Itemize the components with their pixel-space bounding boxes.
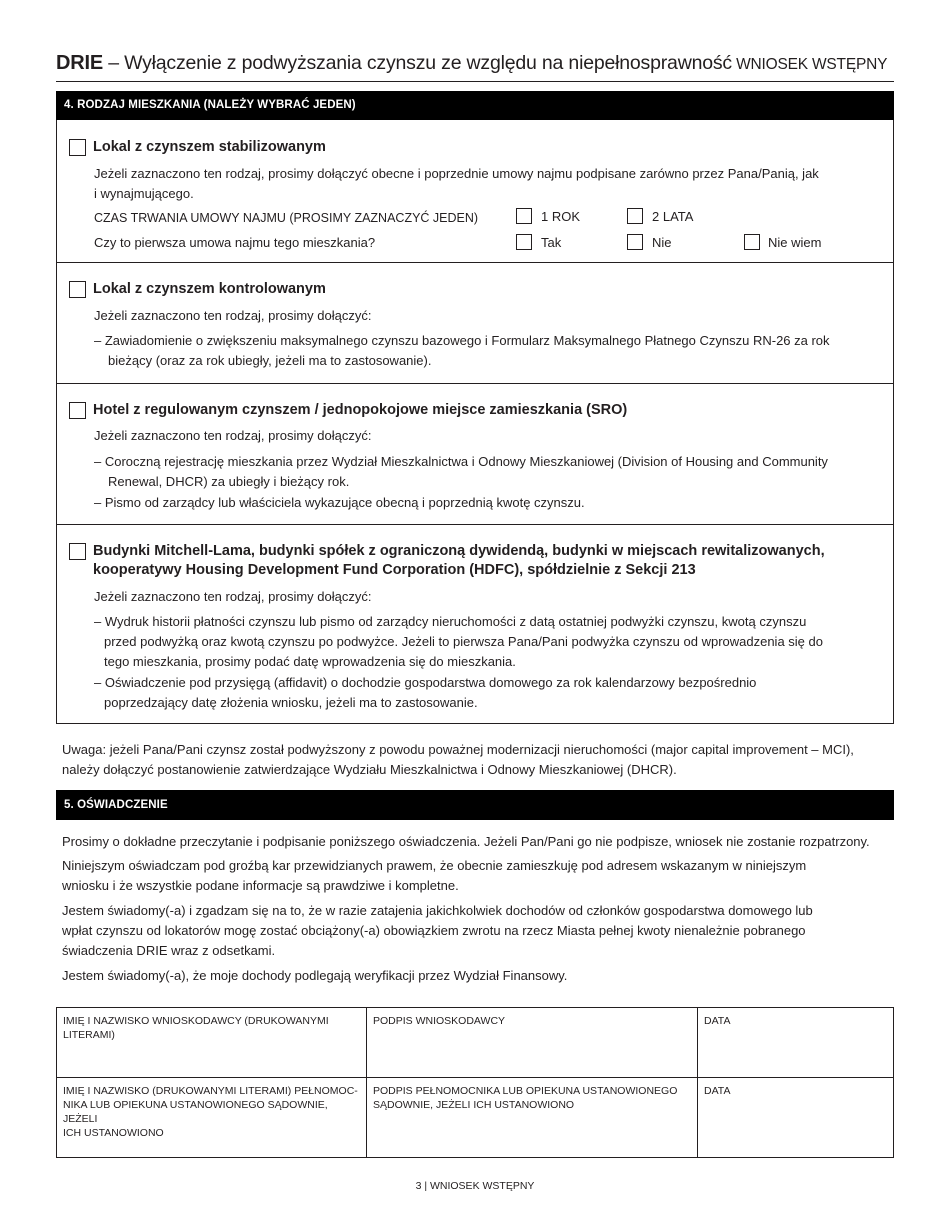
rent-controlled-intro: Jeżeli zaznaczono ten rodzaj, prosimy dołączyć: <box>94 308 372 323</box>
declaration-verification: Jestem świadomy(-a), że moje dochody podlegają weryfikacji przez Wydział Finansowy. <box>62 968 568 983</box>
section-4-heading: 4. RODZAJ MIESZKANIA (NALEŻY WYBRAĆ JEDEN) <box>56 91 894 120</box>
declaration-statement-line1: Niniejszym oświadczam pod groźbą kar przewidzianych prawem, że obecnie zamieszkuję pod adresem wskazanym w niniejszym <box>62 858 807 873</box>
lease-1-year-label: 1 ROK <box>541 209 581 224</box>
form-title <box>56 52 894 75</box>
mitchell-lama-item1-line2: przed podwyżką oraz kwotą czynszu po podwyżce. Jeżeli to pierwsza Pana/Pani podwyżka czynszu od wprowadzenia się do <box>104 634 823 649</box>
mitchell-lama-item2-line1: – Oświadczenie pod przysięgą (affidavit) o dochodzie gospodarstwa domowego za rok kalendarzowy bezpośrednio <box>94 675 757 690</box>
option-hotel-sro <box>57 384 893 524</box>
proxy-signature-label-line1: PODPIS PEŁNOMOCNIKA LUB OPIEKUNA USTANOWIONEGO <box>373 1085 678 1097</box>
section-5-heading: 5. OŚWIADCZENIE <box>56 790 894 820</box>
page-footer: 3 | WNIOSEK WSTĘPNY <box>415 1180 535 1192</box>
hotel-sro-item-2: – Pismo od zarządcy lub właściciela wykazujące obecną i poprzednią kwotę czynszu. <box>94 495 585 510</box>
mitchell-lama-item-1 <box>94 612 889 672</box>
rent-stabilized-description <box>94 164 884 204</box>
lease-term-label: CZAS TRWANIA UMOWY NAJMU (PROSIMY ZAZNACZYĆ JEDEN) <box>94 211 479 225</box>
rent-controlled-item <box>94 331 889 371</box>
mitchell-lama-option[interactable] <box>69 542 899 580</box>
option-rent-controlled <box>57 263 893 383</box>
mci-note <box>62 740 897 780</box>
rent-stabilized-desc-line1: Jeżeli zaznaczono ten rodzaj, prosimy dołączyć obecne i poprzednie umowy najmu podpisane zarówno przez Pana/Panią, jak <box>94 166 819 181</box>
proxy-name-label-line3: ICH USTANOWIONO <box>63 1127 164 1139</box>
applicant-date-field[interactable] <box>698 1008 893 1077</box>
proxy-name-label-line2: NIKA LUB OPIEKUNA USTANOWIONEGO SĄDOWNIE, JEŻELI <box>63 1099 328 1125</box>
mitchell-lama-item1-line3: tego mieszkania, prosimy podać datę wprowadzenia się do mieszkania. <box>104 654 516 669</box>
applicant-name-label: IMIĘ I NAZWISKO WNIOSKODAWCY (DRUKOWANYMI LITERAMI) <box>63 1015 329 1041</box>
hotel-sro-checkbox[interactable] <box>69 402 86 419</box>
first-lease-yes[interactable] <box>516 234 561 252</box>
first-lease-yes-checkbox[interactable] <box>516 234 532 250</box>
first-lease-question: Czy to pierwsza umowa najmu tego mieszkania? <box>94 235 376 250</box>
rent-stabilized-checkbox[interactable] <box>69 139 86 156</box>
applicant-signature-field[interactable] <box>367 1008 697 1077</box>
first-lease-no[interactable] <box>627 234 672 252</box>
rent-controlled-item-line2: bieżący (oraz za rok ubiegły, jeżeli ma to zastosowanie). <box>108 353 432 368</box>
option-rent-stabilized <box>57 120 893 262</box>
proxy-name-field[interactable] <box>57 1078 366 1157</box>
signature-table <box>56 1007 894 1158</box>
section-4-housing-type <box>56 120 894 724</box>
applicant-signature-label: PODPIS WNIOSKODAWCY <box>373 1015 506 1027</box>
applicant-name-field[interactable] <box>57 1008 366 1077</box>
option-mitchell-lama <box>57 525 893 723</box>
rent-controlled-item-line1: – Zawiadomienie o zwiększeniu maksymalnego czynszu bazowego i Formularz Maksymalnego Płatnego Czynszu RN-26 za rok <box>94 333 830 348</box>
mitchell-lama-item1-line1: – Wydruk historii płatności czynszu lub pismo od zarządcy nieruchomości z datą ostatniej podwyżki czynszu, kwotą czynszu <box>94 614 807 629</box>
lease-2-years-label: 2 LATA <box>652 209 694 224</box>
first-lease-dont-know-checkbox[interactable] <box>744 234 760 250</box>
declaration-statement <box>62 856 892 896</box>
first-lease-yes-label: Tak <box>541 235 562 250</box>
page-header <box>56 52 894 82</box>
mitchell-lama-checkbox[interactable] <box>69 543 86 560</box>
form-title-text: – Wyłączenie z podwyższania czynszu ze względu na niepełnosprawność <box>102 52 732 74</box>
rent-controlled-option[interactable] <box>69 280 326 299</box>
declaration-liability <box>62 901 892 961</box>
mitchell-lama-intro: Jeżeli zaznaczono ten rodzaj, prosimy dołączyć: <box>94 589 372 604</box>
mci-note-line1: Uwaga: jeżeli Pana/Pani czynsz został podwyższony z powodu poważnej modernizacji nieruchomości (major capital improvement – MCI), <box>62 742 854 757</box>
lease-term-1-year[interactable] <box>516 208 580 226</box>
applicant-date-label: DATA <box>704 1015 731 1027</box>
rent-stabilized-desc-line2: i wynajmującego. <box>94 186 194 201</box>
lease-term-2-years[interactable] <box>627 208 693 226</box>
hotel-sro-item1-line1: – Coroczną rejestrację mieszkania przez Wydział Mieszkalnictwa i Odnowy Mieszkaniowej (Division of Housing and Community <box>94 454 828 469</box>
lease-1-year-checkbox[interactable] <box>516 208 532 224</box>
declaration-liability-line2: wpłat czynszu od lokatorów mogę zostać obciążony(-a) obowiązkiem zwrotu na rzecz Miasta pełnej kwoty nienależnie pobranego <box>62 923 806 938</box>
first-lease-dont-know[interactable] <box>744 234 821 252</box>
rent-controlled-checkbox[interactable] <box>69 281 86 298</box>
declaration-statement-line2: wniosku i że wszystkie podane informacje są prawdziwe i kompletne. <box>62 878 459 893</box>
proxy-date-label: DATA <box>704 1085 731 1097</box>
declaration-liability-line1: Jestem świadomy(-a) i zgadzam się na to, że w razie zatajenia jakichkolwiek dochodów od członków gospodarstwa domowego lub <box>62 903 813 918</box>
rent-controlled-label: Lokal z czynszem kontrolowanym <box>93 281 326 297</box>
mci-note-line2: należy dołączyć postanowienie zatwierdzające Wydziału Mieszkalnictwa i Odnowy Mieszkaniowej (DHCR). <box>62 762 677 777</box>
first-lease-no-checkbox[interactable] <box>627 234 643 250</box>
proxy-signature-field[interactable] <box>367 1078 697 1157</box>
form-title-suffix: WNIOSEK WSTĘPNY <box>731 56 888 73</box>
form-title-acronym: DRIE <box>56 52 103 74</box>
rent-stabilized-label: Lokal z czynszem stabilizowanym <box>93 139 326 155</box>
rent-stabilized-option[interactable] <box>69 138 326 157</box>
hotel-sro-option[interactable] <box>69 401 627 420</box>
proxy-date-field[interactable] <box>698 1078 893 1157</box>
mitchell-lama-item-2 <box>94 673 889 713</box>
first-lease-dont-know-label: Nie wiem <box>768 235 822 250</box>
hotel-sro-item1-line2: Renewal, DHCR) za ubiegły i bieżący rok. <box>108 474 350 489</box>
mitchell-lama-label-line2: kooperatywy Housing Development Fund Corporation (HDFC), spółdzielnie z Sekcji 213 <box>93 562 696 578</box>
first-lease-no-label: Nie <box>652 235 672 250</box>
declaration-instructions: Prosimy o dokładne przeczytanie i podpisanie poniższego oświadczenia. Jeżeli Pan/Pani go nie podpisze, wniosek nie zostanie rozpatrzony. <box>62 834 870 849</box>
lease-2-years-checkbox[interactable] <box>627 208 643 224</box>
proxy-name-label-line1: IMIĘ I NAZWISKO (DRUKOWANYMI LITERAMI) PEŁNOMOC- <box>63 1085 358 1097</box>
hotel-sro-intro: Jeżeli zaznaczono ten rodzaj, prosimy dołączyć: <box>94 428 372 443</box>
hotel-sro-item-1 <box>94 452 889 492</box>
declaration-liability-line3: świadczenia DRIE wraz z odsetkami. <box>62 943 276 958</box>
hotel-sro-label: Hotel z regulowanym czynszem / jednopokojowe miejsce zamieszkania (SRO) <box>93 402 628 418</box>
mitchell-lama-item2-line2: poprzedzający datę złożenia wniosku, jeżeli ma to zastosowanie. <box>104 695 478 710</box>
mitchell-lama-label-line1: Budynki Mitchell-Lama, budynki spółek z ograniczoną dywidendą, budynki w miejscach rewitalizowanych, <box>93 543 825 559</box>
proxy-signature-label-line2: SĄDOWNIE, JEŻELI ICH USTANOWIONO <box>373 1099 575 1111</box>
